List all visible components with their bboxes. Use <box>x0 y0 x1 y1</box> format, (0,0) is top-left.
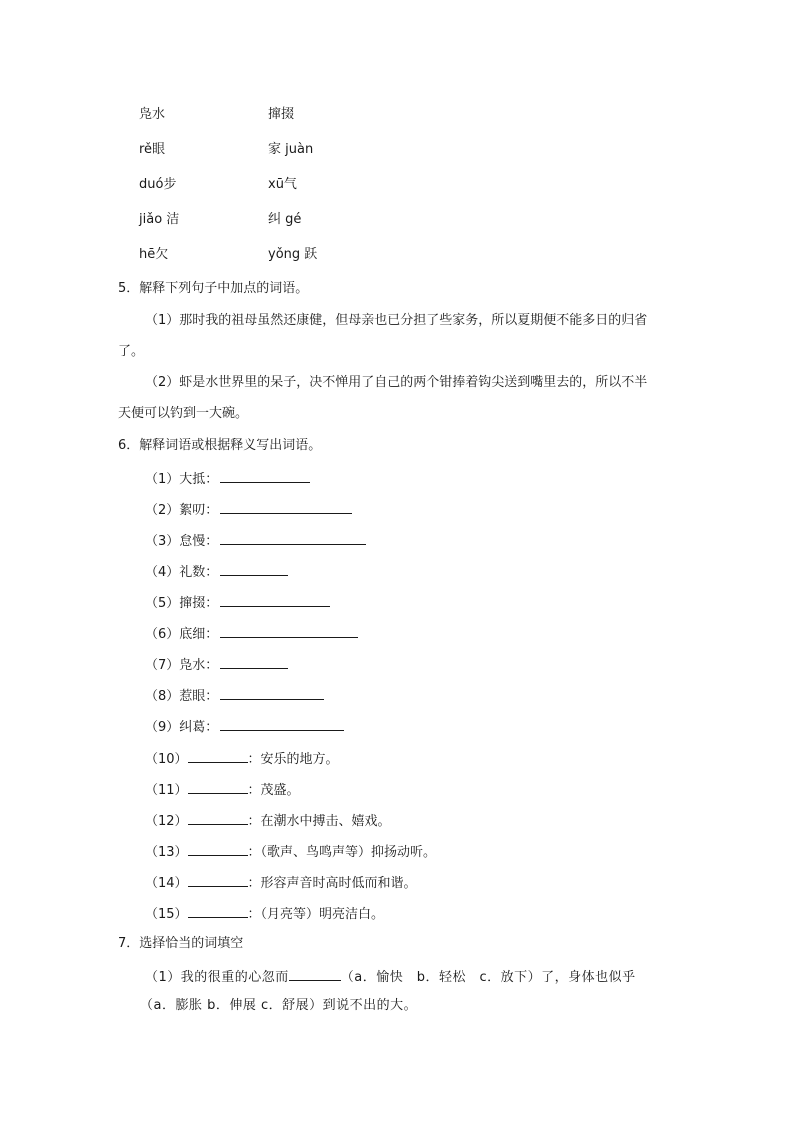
definition-item <box>145 499 352 520</box>
definition-item <box>145 623 358 644</box>
item-number: （10） <box>145 752 188 767</box>
definition-label: （8）惹眼： <box>145 689 219 704</box>
answer-blank[interactable] <box>188 810 248 825</box>
question-5-item-1-line-1: （1）那时我的祖母虽然还康健，但母亲也已分担了些家务，所以夏期便不能多日的归省 <box>145 313 648 328</box>
grid-right-4: 纠 gé <box>268 212 302 227</box>
answer-blank[interactable] <box>188 903 248 918</box>
answer-blank[interactable] <box>220 623 358 638</box>
question-5-item-1-line-2: 了。 <box>118 344 145 359</box>
item-definition: ：（月亮等）明亮洁白。 <box>247 907 385 922</box>
question-5-item-2-line-2: 天便可以钓到一大碗。 <box>118 406 249 421</box>
word-from-definition-item <box>145 810 391 831</box>
answer-blank[interactable] <box>220 468 310 483</box>
item-definition: ：在潮水中搏击、嬉戏。 <box>247 814 391 829</box>
grid-right-2: 家 juàn <box>268 142 314 157</box>
definition-label: （6）底细： <box>145 627 219 642</box>
grid-left-3: duó步 <box>139 177 177 192</box>
question-7-title: 7．选择恰当的词填空 <box>118 936 244 951</box>
grid-left-4: jiǎo 洁 <box>139 212 180 227</box>
answer-blank[interactable] <box>220 654 288 669</box>
definition-label: （1）大抵： <box>145 472 219 487</box>
item-number: （13） <box>145 845 188 860</box>
definition-item <box>145 592 330 613</box>
grid-left-5: hē欠 <box>139 247 169 262</box>
answer-blank[interactable] <box>188 779 248 794</box>
answer-blank[interactable] <box>188 748 248 763</box>
definition-item <box>145 468 310 489</box>
answer-blank[interactable] <box>220 716 344 731</box>
item-definition: ：安乐的地方。 <box>247 752 339 767</box>
grid-right-5: yǒng 跃 <box>268 247 318 262</box>
definition-item <box>145 530 366 551</box>
definition-item <box>145 561 288 582</box>
item-number: （15） <box>145 907 188 922</box>
word-from-definition-item <box>145 748 339 769</box>
word-from-definition-item <box>145 903 384 924</box>
grid-right-1: 撺掇 <box>268 107 295 122</box>
answer-blank[interactable] <box>289 966 341 981</box>
question-5-item-2-line-1: （2）虾是水世界里的呆子，决不惮用了自己的两个钳捧着钩尖送到嘴里去的，所以不半 <box>145 375 648 390</box>
item-definition: ：（歌声、鸟鸣声等）抑扬动听。 <box>247 845 437 860</box>
definition-item <box>145 716 344 737</box>
item-number: （12） <box>145 814 188 829</box>
question-6-title: 6．解释词语或根据释义写出词语。 <box>118 438 322 453</box>
definition-label: （9）纠葛： <box>145 720 219 735</box>
grid-left-2: rě眼 <box>139 142 166 157</box>
grid-left-1: 凫水 <box>139 107 166 122</box>
answer-blank[interactable] <box>220 685 324 700</box>
item-definition: ：形容声音时高时低而和谐。 <box>247 876 417 891</box>
word-from-definition-item <box>145 841 436 862</box>
question-5-title: 5．解释下列句子中加点的词语。 <box>118 281 309 296</box>
word-from-definition-item <box>145 779 300 800</box>
question-7-line-2: （a．膨胀 b．伸展 c．舒展）到说不出的大。 <box>140 998 418 1013</box>
question-7-line-1-pre: （1）我的很重的心忽而 <box>145 970 289 985</box>
definition-label: （2）絮叨： <box>145 503 219 518</box>
question-7-line-1 <box>145 966 636 987</box>
word-from-definition-item <box>145 872 417 893</box>
item-number: （14） <box>145 876 188 891</box>
answer-blank[interactable] <box>188 872 248 887</box>
definition-label: （5）撺掇： <box>145 596 219 611</box>
item-number: （11） <box>145 783 188 798</box>
definition-label: （7）凫水： <box>145 658 219 673</box>
item-definition: ：茂盛。 <box>247 783 300 798</box>
grid-right-3: xū气 <box>268 177 297 192</box>
definition-item <box>145 685 324 706</box>
answer-blank[interactable] <box>220 499 352 514</box>
answer-blank[interactable] <box>220 592 330 607</box>
answer-blank[interactable] <box>220 530 366 545</box>
answer-blank[interactable] <box>188 841 248 856</box>
definition-label: （3）怠慢： <box>145 534 219 549</box>
question-7-line-1-post: （a．愉快 b．轻松 c．放下）了，身体也似乎 <box>340 970 636 985</box>
definition-item <box>145 654 288 675</box>
definition-label: （4）礼数： <box>145 565 219 580</box>
answer-blank[interactable] <box>220 561 288 576</box>
